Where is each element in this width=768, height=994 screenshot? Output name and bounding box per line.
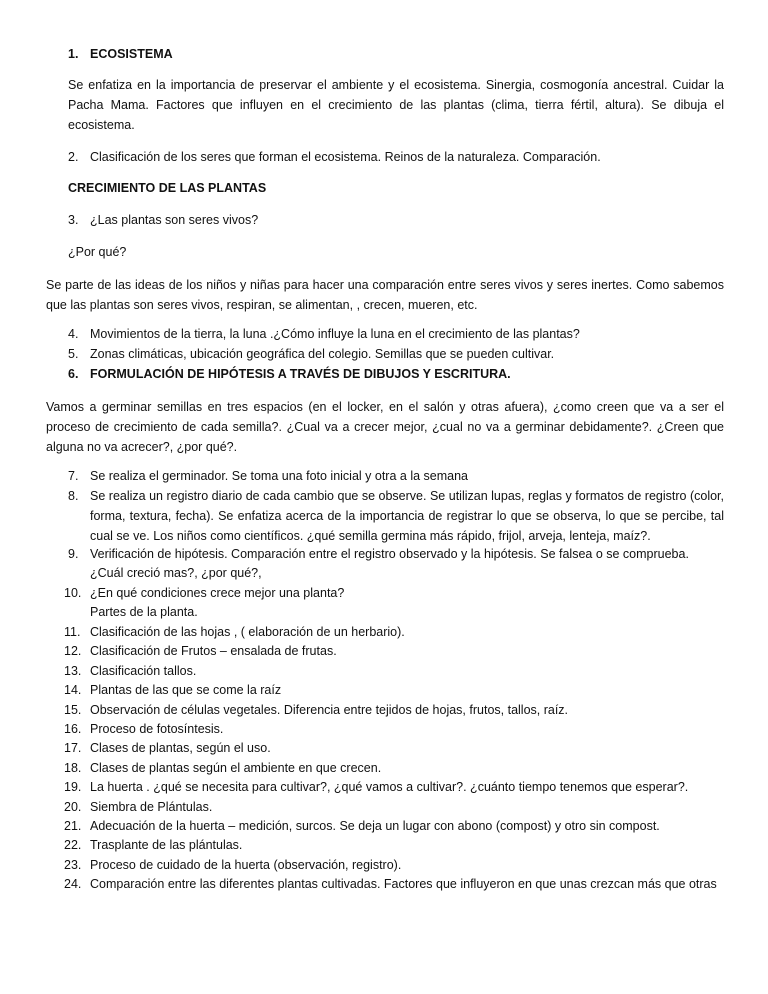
list-item-number: 24. [64,877,82,891]
section-9-sub: ¿Cuál creció mas?, ¿por qué?, [90,566,262,580]
section-1-paragraph: Se enfatiza en la importancia de preservar el ambiente y el ecosistema. Sinergia, cosmogonía ancestral. Cuidar la Pacha Mama. Factores que influyen en el crecimiento de las plantas (clima, tierra fértil, altura). Se dibuja el ecosistema. [68,78,724,132]
list-item-number: 22. [64,838,82,852]
growth-heading: CRECIMIENTO DE LAS PLANTAS [68,181,267,195]
list-item-text: Clasificación de Frutos – ensalada de frutas. [90,644,337,658]
germination-paragraph: Vamos a germinar semillas en tres espacios (en el locker, en el salón y otras afuera), ¿como creen que va a ser el proceso de crecimiento de cada semilla?. ¿Cual va a crecer mejor, ¿cual no va a germinar debidamente?. ¿Creen que alguna no va acrecer?, ¿por qué?. [46,400,724,454]
section-1-number: 1. [68,47,79,61]
living-beings-paragraph: Se parte de las ideas de los niños y niñas para hacer una comparación entre seres vivos y seres inertes. Como sabemos que las plantas son seres vivos, respiran, se alimentan, , crecen, mueren, etc. [46,278,724,312]
list-item-number: 12. [64,644,82,658]
section-2-text: Clasificación de los seres que forman el ecosistema. Reinos de la naturaleza. Comparación. [90,150,601,164]
list-item-text: Siembra de Plántulas. [90,800,213,814]
list-item-text: Clasificación tallos. [90,664,197,678]
list-item-text: Clases de plantas, según el uso. [90,741,271,755]
list-item-number: 21. [64,819,82,833]
list-item-text: La huerta . ¿qué se necesita para cultivar?, ¿qué vamos a cultivar?. ¿cuánto tiempo tenemos que esperar?. [90,780,689,794]
section-8-number: 8. [68,489,79,503]
section-10-number: 10. [64,586,82,600]
list-item-number: 19. [64,780,82,794]
section-1-title: ECOSISTEMA [90,47,173,61]
section-4-text: Movimientos de la tierra, la luna .¿Cómo influye la luna en el crecimiento de las plantas? [90,327,580,341]
list-item-text: Proceso de cuidado de la huerta (observación, registro). [90,858,402,872]
list-item-number: 13. [64,664,82,678]
list-item-number: 20. [64,800,82,814]
list-item-number: 11. [64,625,81,639]
list-item-text: Comparación entre las diferentes plantas cultivadas. Factores que influyeron en que unas crezcan más que otras [90,877,717,891]
section-7-number: 7. [68,469,79,483]
list-item-text: Adecuación de la huerta – medición, surcos. Se deja un lugar con abono (compost) y otro sin compost. [90,819,660,833]
section-2-number: 2. [68,150,79,164]
section-10-sub: Partes de la planta. [90,605,198,619]
section-10-text: ¿En qué condiciones crece mejor una planta? [90,586,345,600]
list-item-number: 16. [64,722,82,736]
section-6-number: 6. [68,367,79,381]
list-item-text: Clases de plantas según el ambiente en que crecen. [90,761,382,775]
list-item-number: 15. [64,703,82,717]
section-4-number: 4. [68,327,79,341]
section-3-sub: ¿Por qué? [68,245,127,259]
section-3-text: ¿Las plantas son seres vivos? [90,213,259,227]
section-8-text: Se realiza un registro diario de cada cambio que se observe. Se utilizan lupas, reglas y formatos de registro (color, forma, textura, fecha). Se enfatiza acerca de la importancia de registrar lo que se observa, lo que se percibe, tal cual se ve. Los niños como científicos. ¿qué semilla germina más rápido, frijol, arveja, lenteja, maíz?. [90,489,724,543]
list-item-text: Clasificación de las hojas , ( elaboración de un herbario). [90,625,405,639]
list-item-number: 23. [64,858,82,872]
section-3-number: 3. [68,213,79,227]
section-9-number: 9. [68,547,79,561]
section-5-number: 5. [68,347,79,361]
list-item-text: Proceso de fotosíntesis. [90,722,224,736]
section-9-text: Verificación de hipótesis. Comparación entre el registro observado y la hipótesis. Se falsea o se comprueba. [90,547,689,561]
list-item-number: 17. [64,741,82,755]
section-6-text: FORMULACIÓN DE HIPÓTESIS A TRAVÉS DE DIBUJOS Y ESCRITURA. [90,367,511,381]
list-item-number: 14. [64,683,82,697]
list-item-text: Trasplante de las plántulas. [90,838,243,852]
section-5-text: Zonas climáticas, ubicación geográfica del colegio. Semillas que se pueden cultivar. [90,347,555,361]
list-item-text: Observación de células vegetales. Diferencia entre tejidos de hojas, frutos, tallos, raíz. [90,703,569,717]
section-7-text: Se realiza el germinador. Se toma una foto inicial y otra a la semana [90,469,468,483]
list-item-number: 18. [64,761,82,775]
list-item-text: Plantas de las que se come la raíz [90,683,282,697]
